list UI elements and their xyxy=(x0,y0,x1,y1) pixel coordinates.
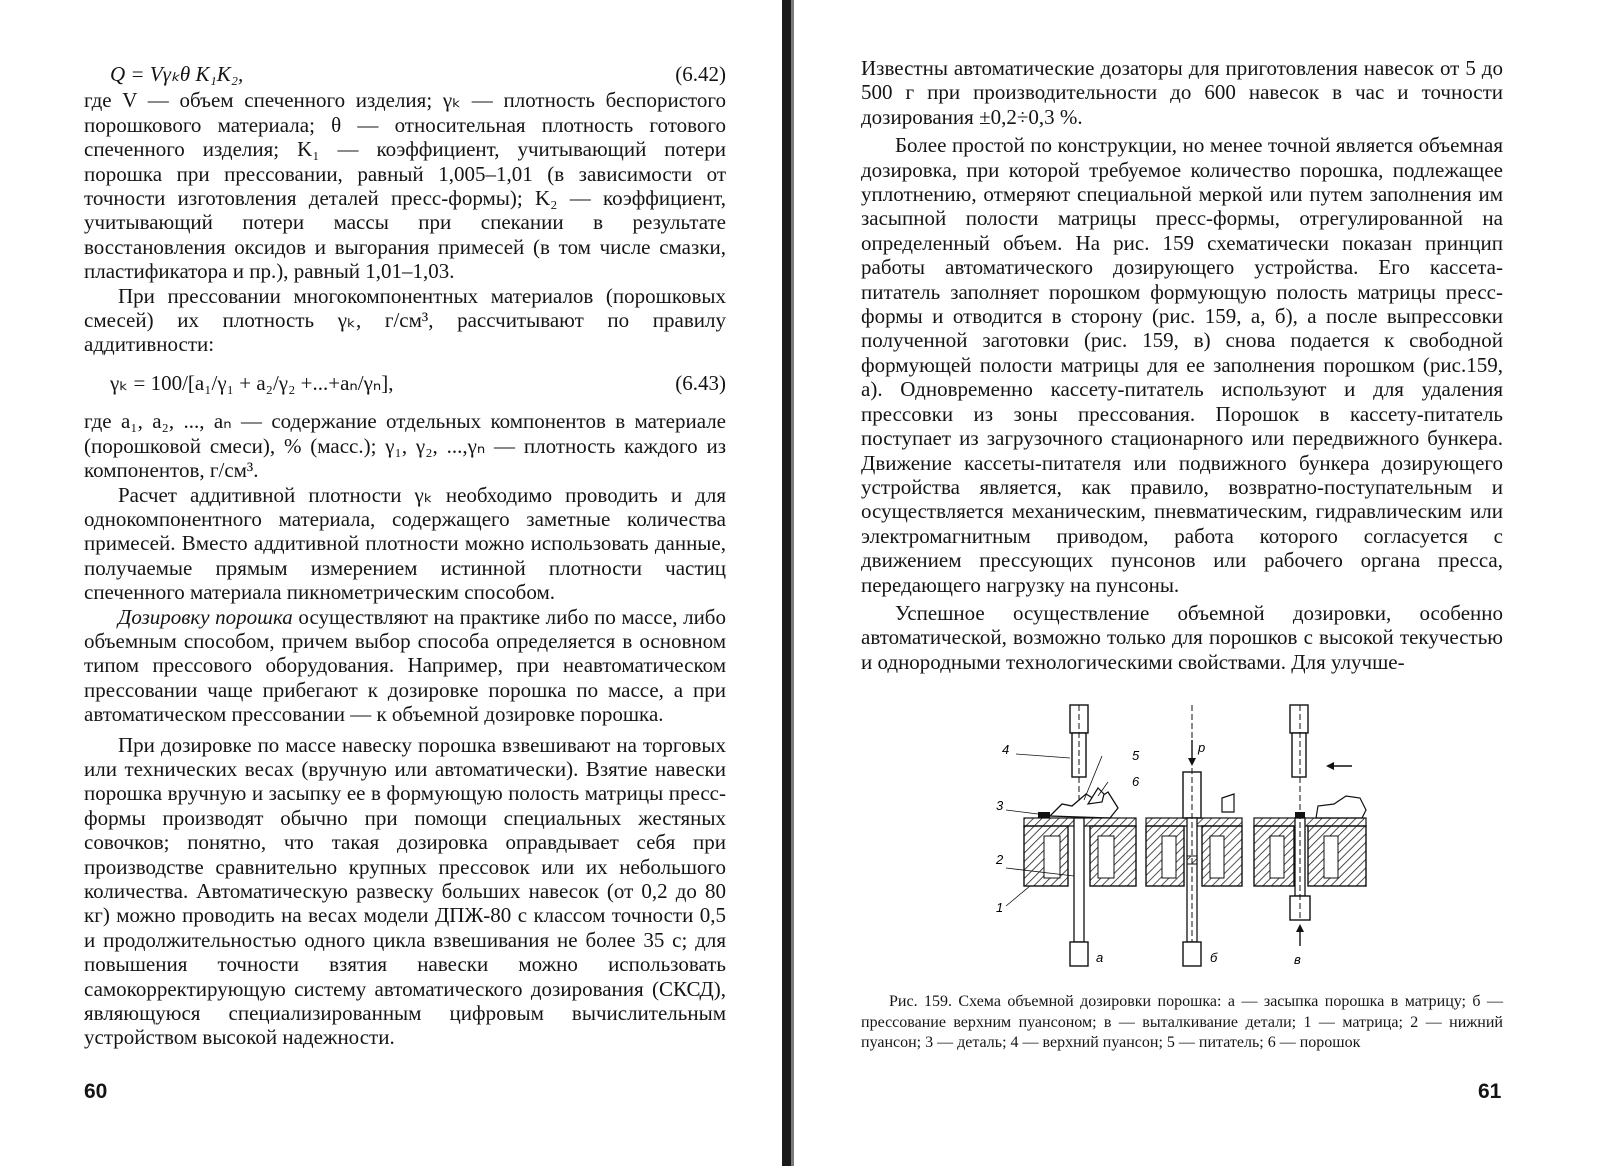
emphasized-term: Дозировку порошка xyxy=(118,604,293,629)
figure-159-diagram xyxy=(990,700,1380,970)
book-spine-shadow xyxy=(791,0,794,1166)
page-number-left: 60 xyxy=(84,1080,108,1103)
paragraph: При прессовании многокомпонентных материалов (порошковых смесей) их плотность γₖ, г/см³, рассчитывают по правилу аддитивности: xyxy=(84,283,726,357)
formula-6-42 xyxy=(84,62,726,86)
page-number-right: 61 xyxy=(1478,1080,1502,1103)
paragraph: Более простой по конструкции, но менее точной является объемная дозировка, при которой требуемое количество порошка, подлежащее уплотнению, отмеряют специальной меркой или путем заполнения им засыпной полости матрицы пресс-формы, отрегулированной на определенный объем. На рис. 159 схематически показан принцип работы автоматического дозирующего устройства. Его кассета-питатель заполняет порошком формующую полость матрицы пресс-формы и отводится в сторону (рис. 159, а, б), а после выпрессовки полученной заготовки (рис. 159, в) снова подается к свободной формующей полости матрицы для ее заполнения порошком (рис.159, а). Одновременно кассету-питатель используют и для удаления прессовки из зоны прессования. Порошок в кассету-питатель поступает из загрузочного стационарного или передвижного бункера. Движение кассеты-питателя или подвижного бункера дозирующего устройства является, как правило, возвратно-поступательным и осуществляется механическим, пневматическим, гидравлическим или электромагнитным приводом, работа которого согласуется с движением прессующих пунсонов или рабочего органа пресса, передающего нагрузку на пунсоны. xyxy=(861,133,1503,597)
paragraph-text: осуществляют на практике либо по массе, либо объемным способом, причем выбор способа определяется в основном типом прессового оборудования. Например, при неавтоматическом прессовании чаще прибегают к дозировке порошка по массе, а при автоматическом прессовании — к объемной дозировке порошка. xyxy=(84,604,726,727)
paragraph: Известны автоматические дозаторы для приготовления навесок от 5 до 500 г при производительности до 600 навесок в час и точности дозирования ±0,2÷0,3 %. xyxy=(861,56,1503,129)
label-3: 3 xyxy=(996,798,1004,813)
label-4: 4 xyxy=(1002,742,1010,757)
formula-expression: Q = Vγₖθ K₁K₂, xyxy=(110,62,244,86)
panel-a xyxy=(995,705,1140,966)
paragraph xyxy=(84,605,726,727)
label-6: 6 xyxy=(1132,774,1140,789)
left-page xyxy=(84,56,726,1050)
paragraph: где a₁, a₂, ..., aₙ — содержание отдельных компонентов в материале (порошковой смеси), % (масс.); γ₁, γ₂, ...,γₙ — плотность каждого из компонентов, г/см³. xyxy=(84,409,726,483)
formula-6-43 xyxy=(84,371,726,395)
label-p: p xyxy=(1198,740,1206,755)
paragraph: При дозировке по массе навеску порошка взвешивают на торговых или технических весах (вручную или автоматически). Взятие навески порошка вручную и засыпку ее в формующую полость матрицы пресс-формы производят обычно при помощи специальных жестяных совочков; понятно, что такая дозировка оправдывает себя при производстве сравнительно крупных прессовок или их небольшого количества. Автоматическую развеску больших навесок (от 0,2 до 80 кг) можно проводить на весах модели ДПЖ-80 с классом точности 0,5 и продолжительностью одного цикла взвешивания не более 35 с; для повышения точности взятия навески можно использовать самокорректирующую систему автоматического дозирования (СКСД), являющуюся специализированным цифровым вычислительным устройством высокой надежности. xyxy=(84,732,726,1050)
panel-b xyxy=(1146,705,1242,966)
label-1: 1 xyxy=(996,900,1004,915)
formula-expression: γₖ = 100/[a₁/γ₁ + a₂/γ₂ +...+aₙ/γₙ], xyxy=(110,370,394,395)
label-b: б xyxy=(1210,950,1218,965)
book-spine xyxy=(782,0,791,1166)
paragraph: Расчет аддитивной плотности γₖ необходимо проводить и для однокомпонентного материала, содержащего заметные количества примесей. Вместо аддитивной плотности можно использовать данные, получаемые прямым измерением истинной плотности частиц спеченного материала пикнометрическим способом. xyxy=(84,482,726,605)
paragraph: Успешное осуществление объемной дозировки, особенно автоматической, возможно только для порошков с высокой текучестью и однородными технологическими свойствами. Для улучше- xyxy=(861,600,1503,674)
paragraph: где V — объем спеченного изделия; γₖ — плотность беспористого порошкового материала; θ — относительная плотность готового спеченного изделия; K₁ — коэффициент, учитывающий потери порошка при прессовании, равный 1,005–1,01 (в зависимости от точности изготовления деталей пресс-формы); K₂ — коэффициент, учитывающий потери массы при спекании в результате восстановления оксидов и выгорания примесей (в том числе смазки, пластификатора и пр.), равный 1,01–1,03. xyxy=(84,88,726,284)
panel-v xyxy=(1254,705,1366,967)
figure-caption xyxy=(861,992,1503,1054)
formula-number: (6.43) xyxy=(675,370,726,395)
label-2: 2 xyxy=(996,852,1004,867)
label-5: 5 xyxy=(1132,748,1140,763)
caption-text: Рис. 159. Схема объемной дозировки порошка: а — засыпка порошка в матрицу; б — прессование верхним пуансоном; в — выталкивание детали; 1 — матрица; 2 — нижний пуансон; 3 — деталь; 4 — верхний пуансон; 5 — питатель; 6 — порошок xyxy=(861,993,1503,1051)
formula-number: (6.42) xyxy=(675,62,726,86)
label-a: а xyxy=(1096,950,1104,965)
right-page xyxy=(861,56,1503,674)
label-v: в xyxy=(1294,952,1301,967)
